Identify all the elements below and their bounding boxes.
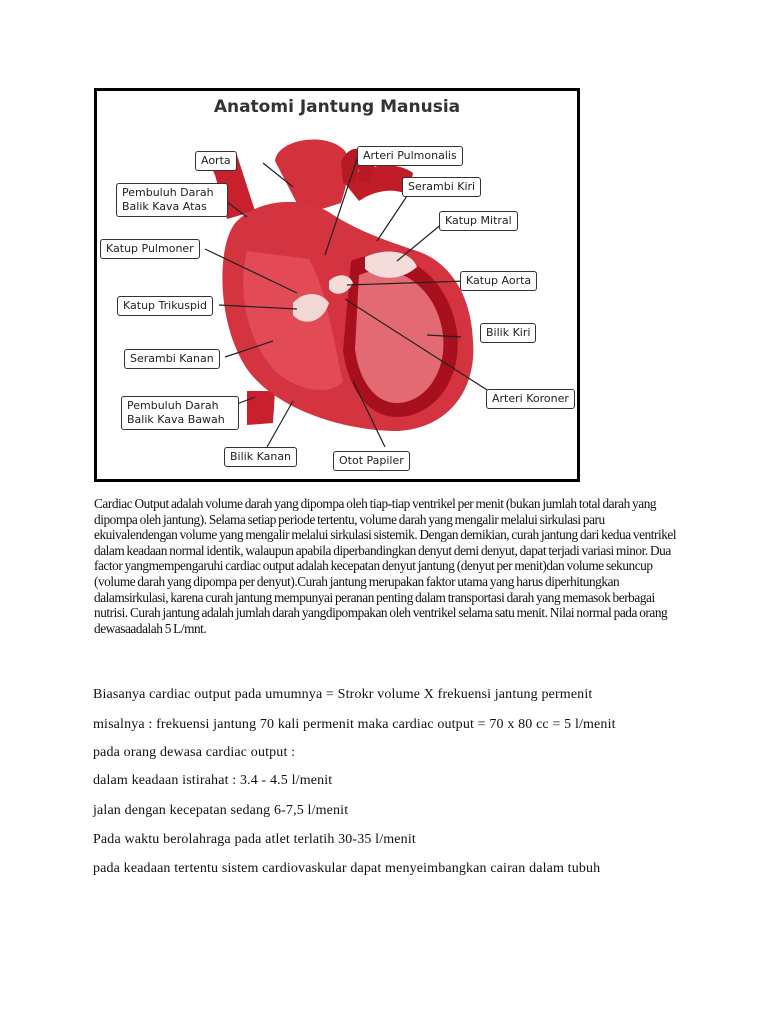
label-katup-aorta: Katup Aorta bbox=[460, 271, 537, 291]
label-serambi-kanan: Serambi Kanan bbox=[124, 349, 220, 369]
note-line: misalnya : frekuensi jantung 70 kali permenit maka cardiac output = 70 x 80 cc = 5 l/menit bbox=[93, 717, 616, 732]
label-line: Pembuluh Darah bbox=[122, 186, 214, 199]
label-arteri-koroner: Arteri Koroner bbox=[486, 389, 575, 409]
note-line: jalan dengan kecepatan sedang 6-7,5 l/menit bbox=[93, 803, 349, 818]
note-line: pada keadaan tertentu sistem cardiovaskular dapat menyeimbangkan cairan dalam tubuh bbox=[93, 861, 601, 876]
inferior-vena-cava-shape bbox=[247, 391, 275, 425]
label-otot-papiler: Otot Papiler bbox=[333, 451, 410, 471]
note-line: pada orang dewasa cardiac output : bbox=[93, 745, 296, 760]
note-line: Biasanya cardiac output pada umumnya = Strokr volume X frekuensi jantung permenit bbox=[93, 687, 593, 702]
cardiac-output-paragraph: Cardiac Output adalah volume darah yang dipompa oleh tiap-tiap ventrikel per menit (bukan jumlah total darah yang dipompa oleh jantung). Selama setiap periode tertentu, volume darah yang mengalir melalui sirkulasi paru ekuivalendengan volume yang mengalir melalui sirkulasi sistemik. Dengan demikian, curah jantung dari kedua ventrikel dalam keadaan normal identik, walaupun apabila diperbandingkan denyut demi denyut, dapat terjadi variasi minor. Dua factor yangmempengaruhi cardiac output adalah kecepatan denyut jantung (denyut per menit)dan volume sekuncup (volume darah yang dipompa per denyut).Curah jantung merupakan faktor utama yang harus diperhitungkan dalamsirkulasi, karena curah jantung mempunyai peranan penting dalam transportasi darah yang memasok berbagai nutrisi. Curah jantung adalah jumlah darah yangdipompakan oleh ventrikel selama satu menit. Nilai normal pada orang dewasaadalah 5 L/mnt. bbox=[94, 496, 677, 636]
label-aorta: Aorta bbox=[195, 151, 237, 171]
label-line: Balik Kava Bawah bbox=[127, 413, 225, 426]
label-serambi-kiri: Serambi Kiri bbox=[402, 177, 481, 197]
note-line: dalam keadaan istirahat : 3.4 - 4.5 l/menit bbox=[93, 773, 333, 788]
figure-title: Anatomi Jantung Manusia bbox=[213, 97, 461, 117]
label-katup-trikuspid: Katup Trikuspid bbox=[117, 296, 213, 316]
label-bilik-kanan: Bilik Kanan bbox=[224, 447, 297, 467]
label-katup-pulmoner: Katup Pulmoner bbox=[100, 239, 200, 259]
note-line: Pada waktu berolahraga pada atlet terlatih 30-35 l/menit bbox=[93, 832, 416, 847]
label-line: Pembuluh Darah bbox=[127, 399, 219, 412]
label-line: Balik Kava Atas bbox=[122, 200, 207, 213]
label-arteri-pulmonalis: Arteri Pulmonalis bbox=[357, 146, 463, 166]
label-pembuluh-darah-balik-kava-atas bbox=[116, 183, 228, 217]
label-pembuluh-darah-balik-kava-bawah bbox=[121, 396, 239, 430]
label-bilik-kiri: Bilik Kiri bbox=[480, 323, 536, 343]
label-katup-mitral: Katup Mitral bbox=[439, 211, 518, 231]
heart-anatomy-figure bbox=[94, 88, 580, 482]
